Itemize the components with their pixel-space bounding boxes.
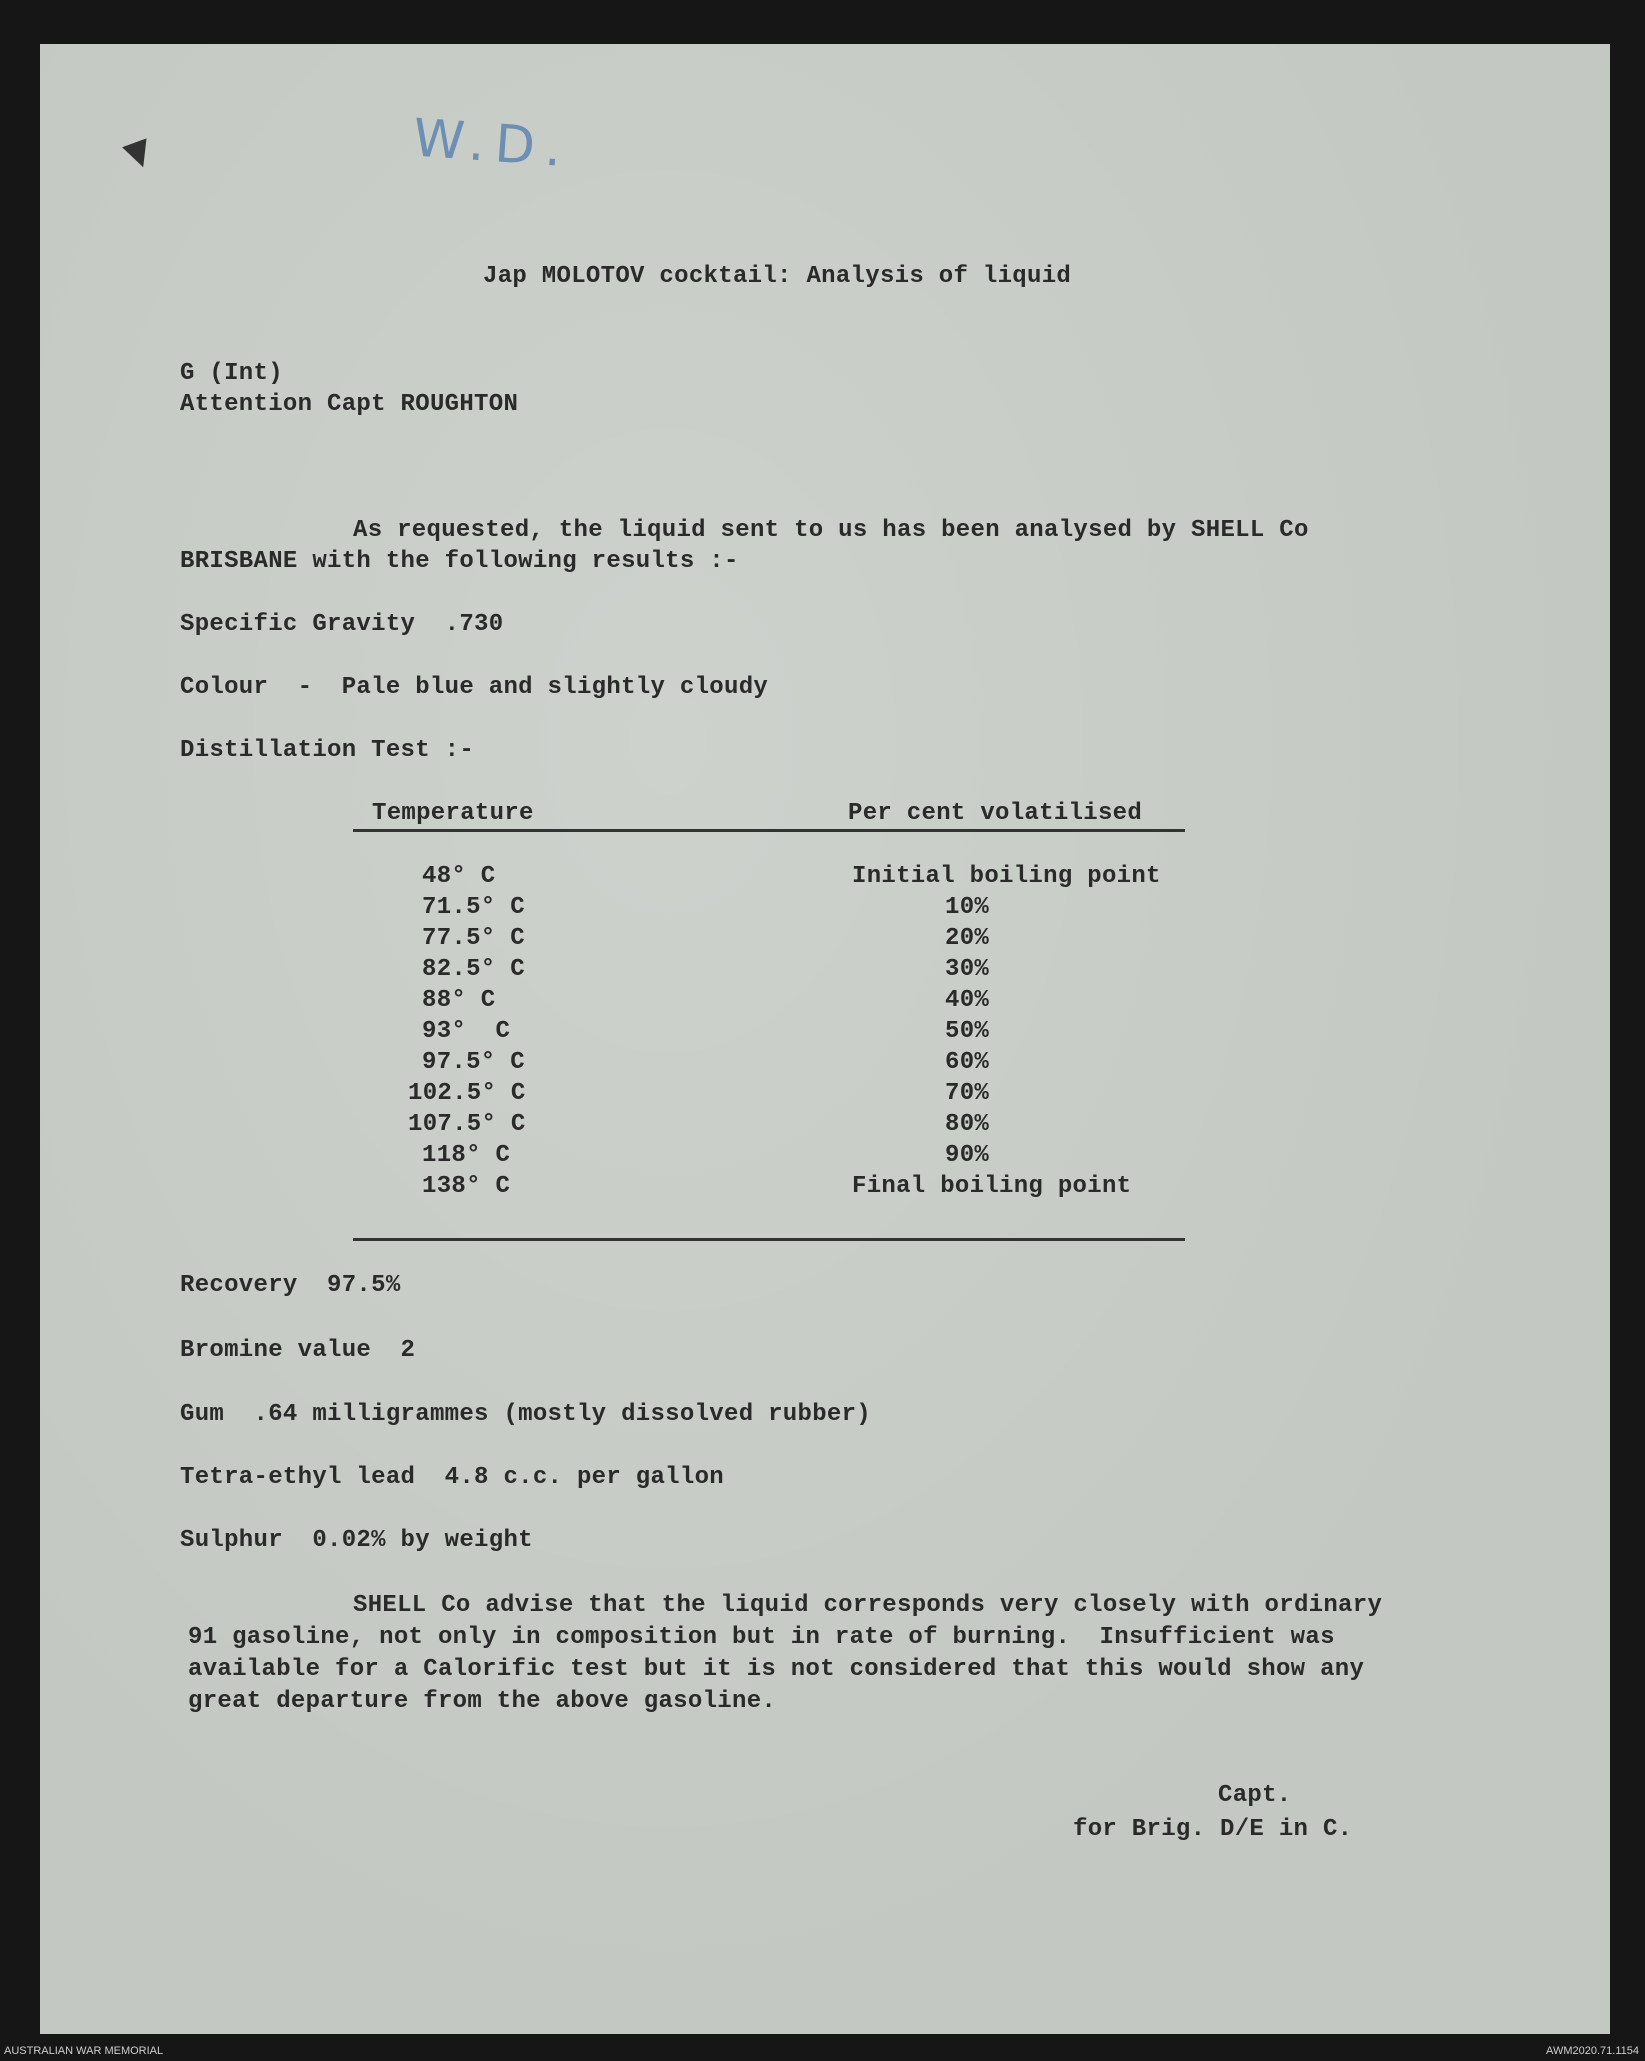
attention-line: Attention Capt ROUGHTON: [180, 391, 519, 418]
footer-archive-name: AUSTRALIAN WAR MEMORIAL: [4, 2045, 164, 2057]
table-cell-percent: 30%: [945, 956, 990, 983]
table-cell-temperature: 82.5° C: [422, 956, 525, 983]
table-cell-percent: 80%: [945, 1111, 990, 1138]
table-cell-percent: 10%: [945, 894, 990, 921]
document-title: Jap MOLOTOV cocktail: Analysis of liquid: [483, 263, 1072, 290]
table-cell-percent: 90%: [945, 1142, 990, 1169]
table-cell-temperature: 102.5° C: [408, 1080, 526, 1107]
intro-line-1: As requested, the liquid sent to us has been analysed by SHELL Co: [353, 517, 1309, 544]
signature-for: for Brig. D/E in C.: [1073, 1816, 1353, 1843]
conclusion-line-2: 91 gasoline, not only in composition but in rate of burning. Insufficient was: [188, 1624, 1335, 1651]
table-cell-percent: Initial boiling point: [852, 863, 1161, 890]
addressee-line: G (Int): [180, 360, 283, 387]
table-cell-percent: 20%: [945, 925, 990, 952]
sulphur-line: Sulphur 0.02% by weight: [180, 1527, 533, 1554]
signature-rank: Capt.: [1218, 1782, 1292, 1809]
table-cell-temperature: 48° C: [422, 863, 496, 890]
conclusion-line-3: available for a Calorific test but it is not considered that this would show any: [188, 1656, 1365, 1683]
table-cell-percent: 50%: [945, 1018, 990, 1045]
bromine-line: Bromine value 2: [180, 1337, 416, 1364]
distillation-heading: Distillation Test :-: [180, 737, 475, 764]
conclusion-line-4: great departure from the above gasoline.: [188, 1688, 777, 1715]
table-cell-temperature: 118° C: [422, 1142, 511, 1169]
table-header-percent: Per cent volatilised: [848, 800, 1143, 827]
colour-line: Colour - Pale blue and slightly cloudy: [180, 674, 769, 701]
handwritten-annotation: W.D.: [411, 108, 574, 180]
document-page: [40, 44, 1610, 2034]
table-cell-percent: 60%: [945, 1049, 990, 1076]
table-cell-temperature: 97.5° C: [422, 1049, 525, 1076]
table-cell-percent: 40%: [945, 987, 990, 1014]
gum-line: Gum .64 milligrammes (mostly dissolved rubber): [180, 1401, 872, 1428]
table-cell-temperature: 107.5° C: [408, 1111, 526, 1138]
table-cell-temperature: 88° C: [422, 987, 496, 1014]
table-cell-percent: Final boiling point: [852, 1173, 1132, 1200]
specific-gravity: Specific Gravity .730: [180, 611, 504, 638]
footer-record-id: AWM2020.71.1154: [1546, 2045, 1639, 2057]
table-bottom-rule: [353, 1238, 1185, 1241]
table-cell-temperature: 138° C: [422, 1173, 511, 1200]
conclusion-line-1: SHELL Co advise that the liquid corresponds very closely with ordinary: [353, 1592, 1383, 1619]
ink-mark-icon: ▼: [118, 129, 158, 177]
lead-line: Tetra-ethyl lead 4.8 c.c. per gallon: [180, 1464, 724, 1491]
table-top-rule: [353, 829, 1185, 832]
table-cell-percent: 70%: [945, 1080, 990, 1107]
intro-line-2: BRISBANE with the following results :-: [180, 548, 739, 575]
table-header-temperature: Temperature: [372, 800, 534, 827]
table-cell-temperature: 93° C: [422, 1018, 511, 1045]
table-cell-temperature: 77.5° C: [422, 925, 525, 952]
table-cell-temperature: 71.5° C: [422, 894, 525, 921]
recovery-line: Recovery 97.5%: [180, 1272, 401, 1299]
